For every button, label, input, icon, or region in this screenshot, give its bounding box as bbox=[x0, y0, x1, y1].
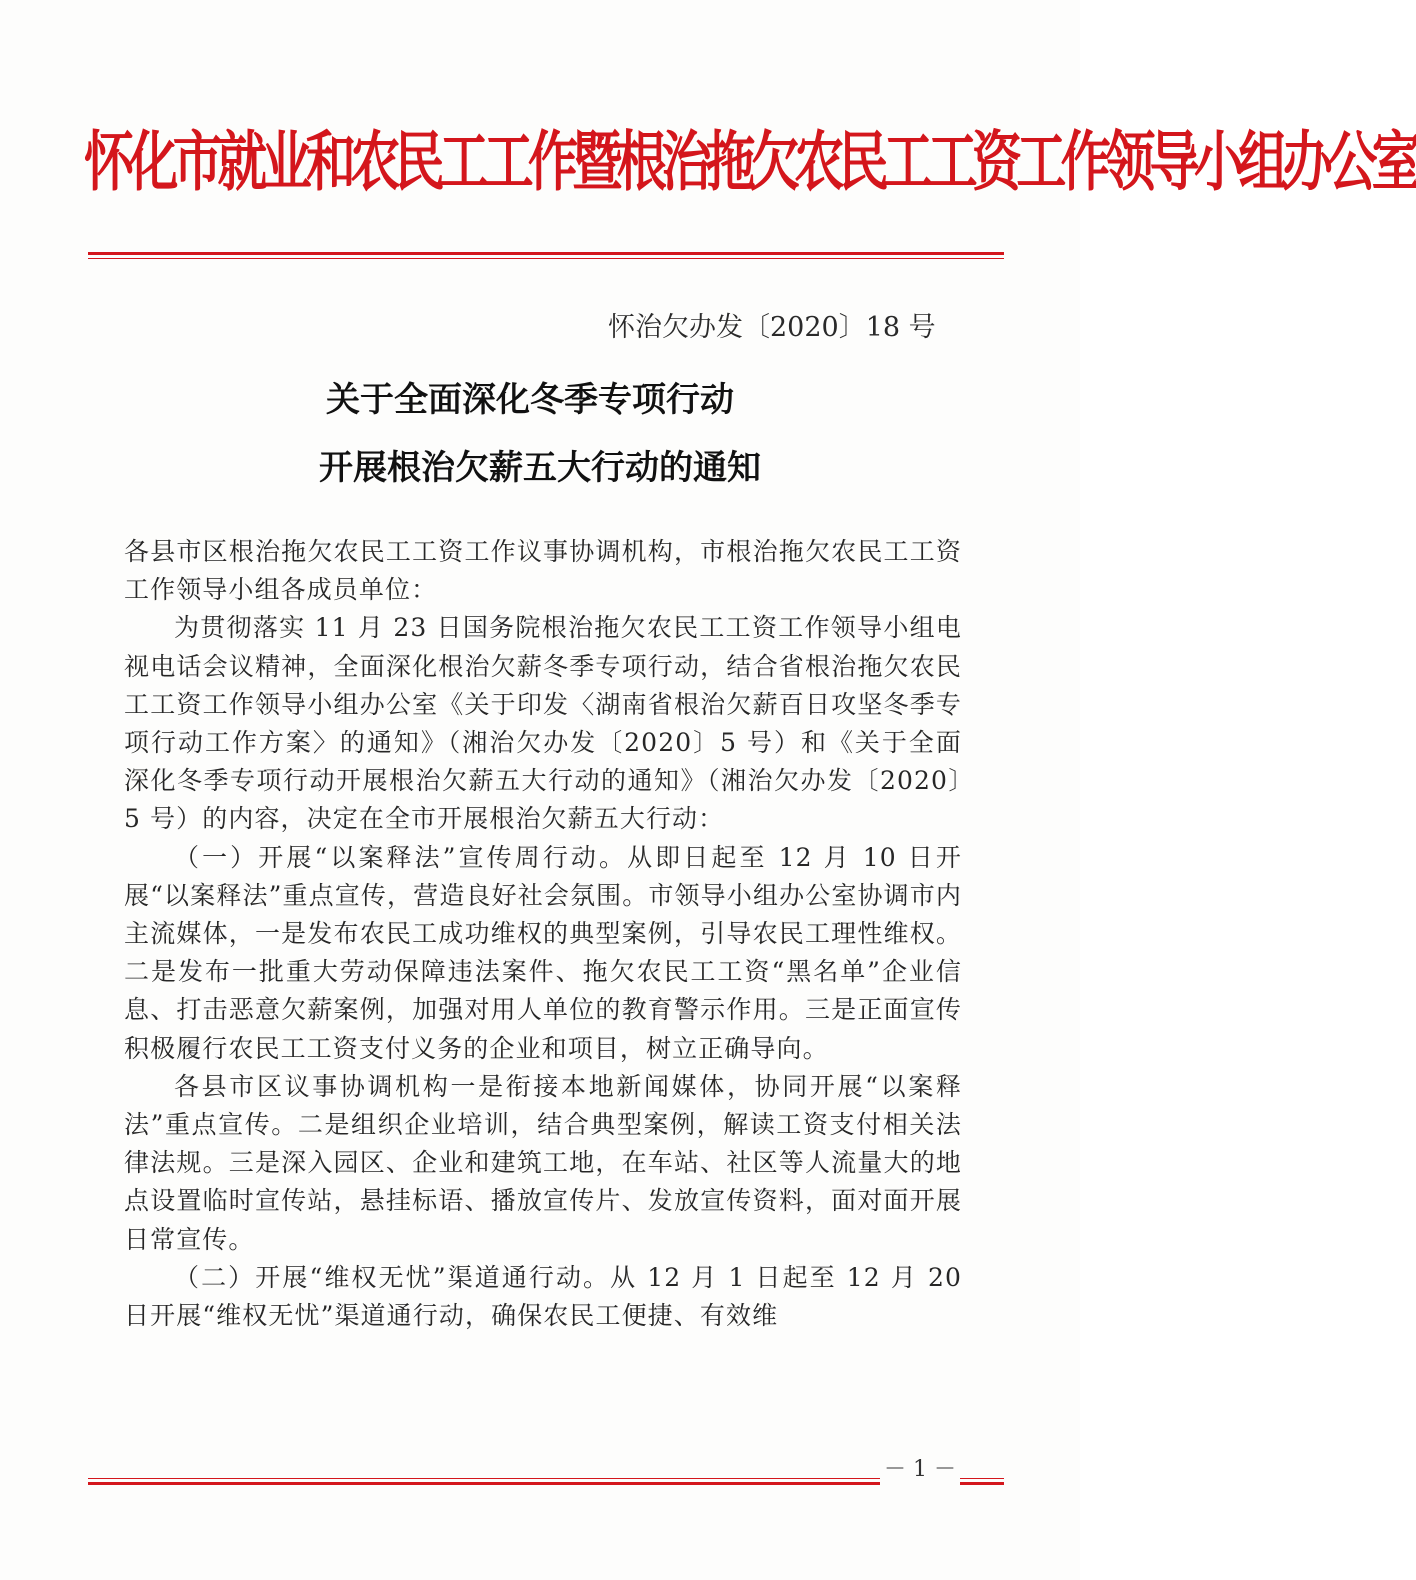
red-separator-top bbox=[88, 252, 1004, 259]
document-body bbox=[124, 533, 962, 1335]
body-paragraph: （一）开展“以案释法”宣传周行动。从即日起至 12 月 10 日开展“以案释法”重点宣传，营造良好社会氛围。市领导小组办公室协调市内主流媒体，一是发布农民工成功维权的典型案例，引导农民工理性维权。二是发布一批重大劳动保障违法案件、拖欠农民工工资“黑名单”企业信息、打击恶意欠薪案例，加强对用人单位的教育警示作用。三是正面宣传积极履行农民工工资支付义务的企业和项目，树立正确导向。 bbox=[124, 842, 962, 1063]
document-number: 怀治欠办发〔2020〕18 号 bbox=[608, 312, 936, 343]
document-title-line-2: 开展根治欠薪五大行动的通知 bbox=[319, 448, 761, 488]
issuing-organization-header: 怀化市就业和农民工工作暨根治拖欠农民工工资工作领导小组办公室 bbox=[84, 123, 1416, 200]
red-separator-bottom bbox=[88, 1478, 1004, 1485]
page-number: － 1 － bbox=[880, 1455, 960, 1485]
body-paragraph: 为贯彻落实 11 月 23 日国务院根治拖欠农民工工资工作领导小组电视电话会议精神，全面深化根治欠薪冬季专项行动，结合省根治拖欠农民工工资工作领导小组办公室《关于印发〈湖南省根治欠薪百日攻坚冬季专项行动工作方案〉的通知》（湘治欠办发〔2020〕5 号）和《关于全面深化冬季专项行动开展根治欠薪五大行动的通知》（湘治欠办发〔2020〕5 号）的内容，决定在全市开展根治欠薪五大行动： bbox=[124, 613, 962, 834]
body-paragraph: 各县市区议事协调机构一是衔接本地新闻媒体，协同开展“以案释法”重点宣传。二是组织企业培训，结合典型案例，解读工资支付相关法律法规。三是深入园区、企业和建筑工地，在车站、社区等人流量大的地点设置临时宣传站，悬挂标语、播放宣传片、发放宣传资料，面对面开展日常宣传。 bbox=[124, 1071, 962, 1254]
document-title-line-1: 关于全面深化冬季专项行动 bbox=[326, 380, 734, 420]
salutation-paragraph: 各县市区根治拖欠农民工工资工作议事协调机构，市根治拖欠农民工工资工作领导小组各成员单位： bbox=[124, 537, 962, 605]
body-paragraph: （二）开展“维权无忧”渠道通行动。从 12 月 1 日起至 12 月 20 日开展“维权无忧”渠道通行动，确保农民工便捷、有效维 bbox=[124, 1262, 962, 1331]
